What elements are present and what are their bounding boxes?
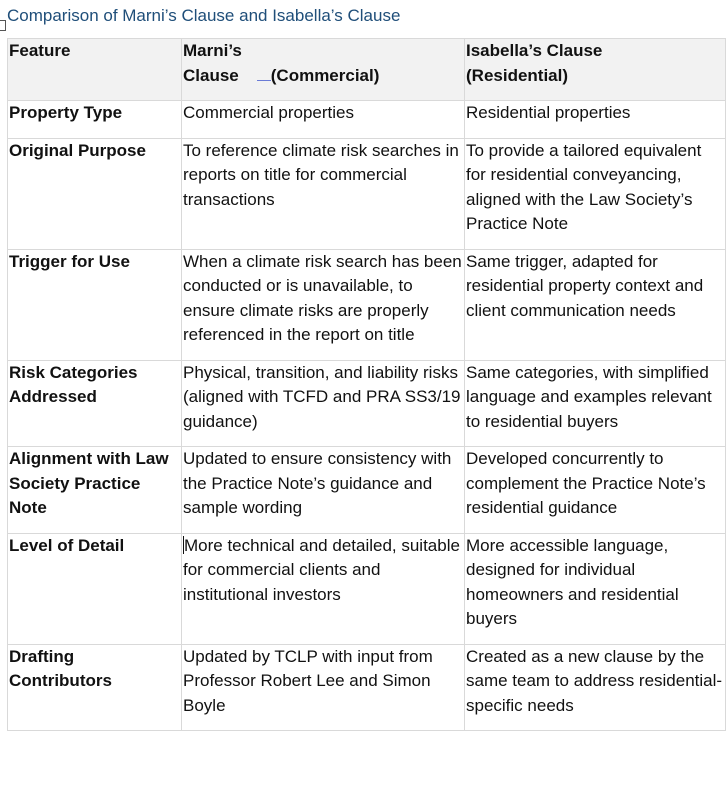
table-row-drafting-contributors [8, 644, 726, 731]
header-isabella-clause[interactable] [465, 39, 726, 101]
header-feature[interactable] [8, 39, 182, 101]
cell-marni[interactable] [182, 533, 465, 644]
cell-isabella[interactable]: More accessible language, designed for individual homeowners and residential buyers [465, 533, 726, 644]
cell-marni-text: More technical and detailed, suitable for commercial clients and institutional investors [183, 535, 460, 604]
header-isabella-line2: (Residential) [466, 65, 569, 85]
hidden-text-underline-mark [257, 66, 271, 81]
table-row-level-of-detail [8, 533, 726, 644]
header-marni-line1: Marni’s [183, 41, 242, 60]
comparison-table [7, 38, 726, 731]
table-row-property-type [8, 101, 726, 139]
header-feature-label: Feature [9, 41, 71, 60]
cell-feature[interactable]: Trigger for Use [8, 249, 182, 360]
table-row-original-purpose [8, 138, 726, 249]
cell-feature[interactable]: Level of Detail [8, 533, 182, 644]
cell-isabella[interactable]: Residential properties [465, 101, 726, 139]
header-isabella-line1: Isabella’s Clause [466, 41, 603, 60]
cell-feature[interactable]: Alignment with Law Society Practice Note [8, 447, 182, 534]
cell-feature[interactable]: Property Type [8, 101, 182, 139]
cell-isabella[interactable]: To provide a tailored equivalent for residential conveyancing, aligned with the Law Society’s Practice Note [465, 138, 726, 249]
cell-marni[interactable]: Updated by TCLP with input from Professor Robert Lee and Simon Boyle [182, 644, 465, 731]
header-marni-line2a: Clause [183, 65, 239, 85]
table-row-alignment [8, 447, 726, 534]
cell-feature[interactable]: Drafting Contributors [8, 644, 182, 731]
header-marni-line2b: (Commercial) [270, 65, 380, 85]
table-anchor-marker[interactable] [0, 20, 6, 31]
cell-feature[interactable]: Risk Categories Addressed [8, 360, 182, 447]
table-row-trigger-for-use [8, 249, 726, 360]
cell-isabella[interactable]: Same categories, with simplified language and examples relevant to residential buyers [465, 360, 726, 447]
cell-marni[interactable]: Commercial properties [182, 101, 465, 139]
cell-marni[interactable]: To reference climate risk searches in reports on title for commercial transactions [182, 138, 465, 249]
table-caption: Comparison of Marni’s Clause and Isabella’s Clause [7, 6, 401, 25]
cell-marni[interactable]: Updated to ensure consistency with the Practice Note’s guidance and sample wording [182, 447, 465, 534]
header-marni-clause[interactable] [182, 39, 465, 101]
header-row [8, 39, 726, 101]
cell-isabella[interactable]: Created as a new clause by the same team to address residential-specific needs [465, 644, 726, 731]
cell-marni[interactable]: Physical, transition, and liability risks (aligned with TCFD and PRA SS3/19 guidance) [182, 360, 465, 447]
table-row-risk-categories [8, 360, 726, 447]
cell-isabella[interactable]: Developed concurrently to complement the Practice Note’s residential guidance [465, 447, 726, 534]
cell-isabella[interactable]: Same trigger, adapted for residential property context and client communication needs [465, 249, 726, 360]
cell-marni[interactable]: When a climate risk search has been conducted or is unavailable, to ensure climate risks are properly referenced in the report on title [182, 249, 465, 360]
cell-feature[interactable]: Original Purpose [8, 138, 182, 249]
